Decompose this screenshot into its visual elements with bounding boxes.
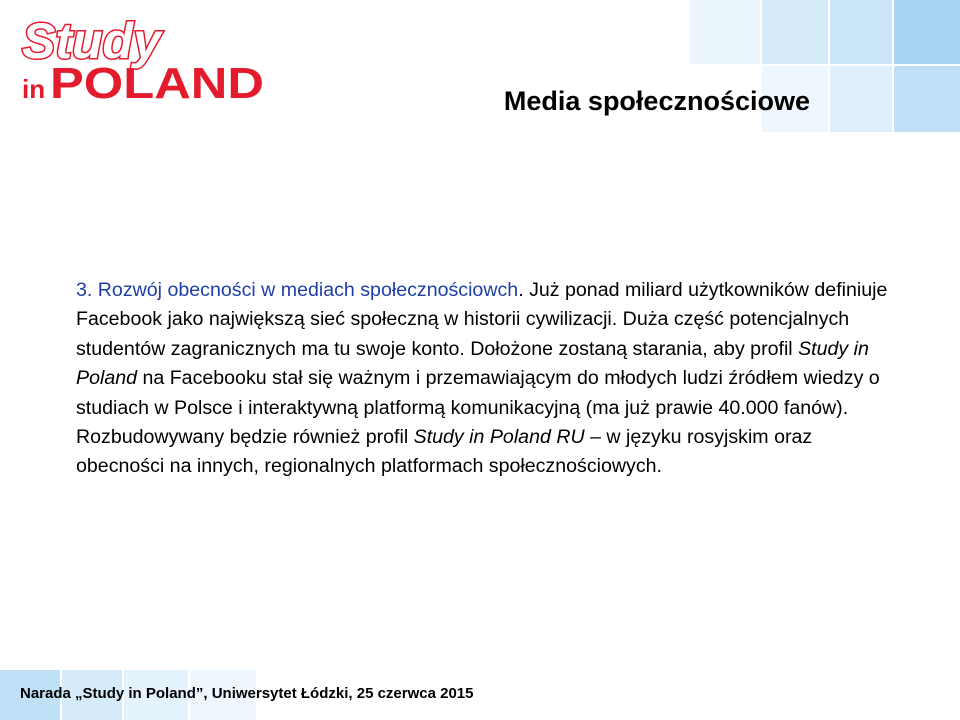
lead-highlight: obecności w mediach społecznościowch xyxy=(167,279,519,301)
text-segment: w języku rosyjskim oraz obecności na innych, regionalnych platformach społecznościowych. xyxy=(76,426,813,478)
italic-segment: Study in Poland xyxy=(76,337,869,390)
body-paragraph xyxy=(76,276,896,482)
study-in-poland-logo xyxy=(20,12,270,104)
logo-study-text: Study xyxy=(22,13,161,69)
lead-number: 3. Rozwój xyxy=(76,279,168,301)
italic-segment: Study in Poland RU – xyxy=(413,426,601,449)
text-segment: na Facebooku stał się ważnym i przemawiającym do młodych ludzi źródłem wiedzy o studiach w Polsce i interaktywną platformą komunikacyjną (ma już prawie 40.000 fanów). Rozbudowywany będzie również profil xyxy=(76,367,880,449)
decor-tile xyxy=(894,0,960,64)
page-title: Media społecznościowe xyxy=(503,86,810,116)
decor-tile xyxy=(830,66,892,132)
decor-tile xyxy=(894,66,960,132)
text-segment: . Już ponad miliard użytkowników definiuje Facebook jako największą sieć społeczną w historii cywilizacji. Duża część potencjalnych studentów zagranicznych ma tu swoje konto. Dołożone zostaną starania, aby profil xyxy=(76,279,888,360)
logo-poland-text: POLAND xyxy=(50,59,264,104)
decor-tile xyxy=(762,0,828,64)
logo-in-text: in xyxy=(22,74,46,104)
decor-tile xyxy=(830,0,892,64)
footer-text: Narada „Study in Poland”, Uniwersytet Łódzki, 25 czerwca 2015 xyxy=(20,685,474,702)
decor-tile xyxy=(690,0,760,64)
